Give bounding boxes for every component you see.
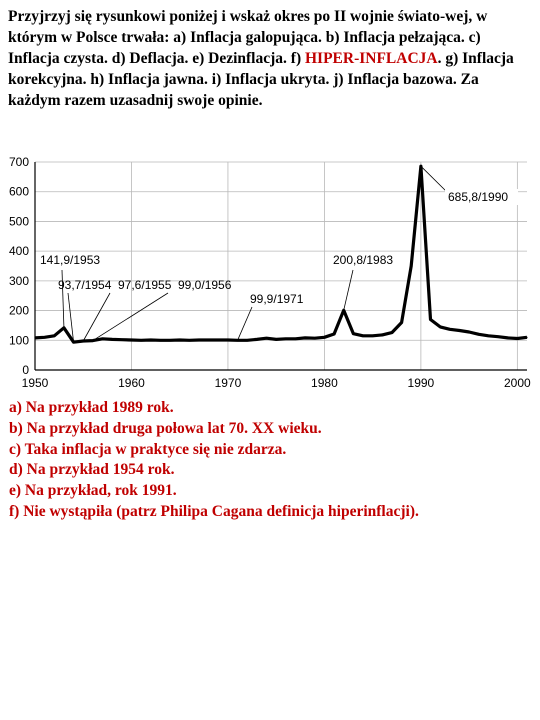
- inflation-chart: [0, 146, 540, 396]
- question-text: [8, 6, 520, 111]
- annotation-label: 141,9/1953: [40, 253, 101, 267]
- question-part1: Przyjrzyj się rysunkowi poniżej i wskaż okres po II wojnie świato-wej, w którym w Polsce trwała: a) Inflacja galopująca. b) Inflacja pełzająca. c) Inflacja czysta. d) Deflacja. e) Dezinflacja. f): [8, 8, 488, 67]
- x-tick-label: 1960: [118, 376, 145, 390]
- question-hyperinflation: HIPER-INFLACJA: [304, 50, 438, 67]
- data-point: [305, 337, 306, 338]
- data-point: [83, 340, 84, 341]
- data-point: [227, 339, 228, 340]
- data-point: [141, 340, 142, 341]
- data-point: [526, 337, 527, 338]
- x-tick-label: 1980: [311, 376, 338, 390]
- annotation-label: 99,0/1956: [178, 278, 232, 292]
- data-point: [440, 326, 441, 327]
- annotation-label: 93,7/1954: [58, 278, 112, 292]
- data-point: [160, 340, 161, 341]
- y-tick-label: 200: [8, 303, 29, 318]
- answer-e: e) Na przykład, rok 1991.: [9, 482, 177, 500]
- data-point: [333, 333, 334, 334]
- annotation-leader: [344, 270, 353, 310]
- data-point: [150, 339, 151, 340]
- data-point: [54, 335, 55, 336]
- annotation-leader: [238, 307, 252, 340]
- data-point: [372, 335, 373, 336]
- data-point: [121, 339, 122, 340]
- data-point: [411, 265, 412, 266]
- answers-list: [9, 398, 529, 523]
- annotation-label: 99,9/1971: [250, 292, 304, 306]
- data-point: [63, 327, 64, 328]
- answer-b: b) Na przykład druga połowa lat 70. XX wieku.: [9, 419, 322, 437]
- data-point: [382, 334, 383, 335]
- data-point: [92, 340, 93, 341]
- y-tick-label: 300: [8, 273, 29, 288]
- data-point: [237, 340, 238, 341]
- annotation-label: 97,6/1955: [118, 278, 172, 292]
- answer-c: c) Taka inflacja w praktyce się nie zdarza.: [9, 440, 287, 458]
- data-point: [295, 338, 296, 339]
- x-tick-label: 1970: [214, 376, 242, 390]
- data-point: [73, 342, 74, 343]
- annotation-label: 685,8/1990: [448, 190, 509, 204]
- data-point: [430, 319, 431, 320]
- data-point: [488, 335, 489, 336]
- x-tick-label: 1990: [407, 376, 435, 390]
- data-point: [449, 329, 450, 330]
- data-point: [459, 330, 460, 331]
- data-point: [469, 331, 470, 332]
- y-tick-label: 500: [8, 214, 29, 229]
- question-part2: . g) Inflacja korekcyjna. h) Inflacja jawna. i) Inflacja ukryta. j) Inflacja bazowa. Za każdym razem uzasadnij swoje opinie.: [8, 50, 514, 109]
- data-point: [507, 337, 508, 338]
- annotation-leader: [93, 293, 168, 341]
- data-point: [285, 338, 286, 339]
- data-point: [169, 340, 170, 341]
- data-point: [112, 339, 113, 340]
- y-tick-label: 700: [8, 155, 29, 169]
- data-point: [189, 340, 190, 341]
- x-tick-label: 1950: [21, 376, 49, 390]
- data-point: [401, 322, 402, 323]
- data-point: [179, 339, 180, 340]
- answer-f: f) Nie wystąpiła (patrz Philipa Cagana definicja hiperinflacji).: [9, 502, 419, 520]
- data-point: [420, 166, 421, 167]
- data-point: [247, 340, 248, 341]
- data-point: [44, 337, 45, 338]
- data-point: [517, 338, 518, 339]
- y-tick-label: 0: [22, 363, 29, 377]
- data-point: [353, 333, 354, 334]
- data-point: [343, 310, 344, 311]
- y-tick-label: 600: [8, 184, 29, 199]
- data-point: [256, 339, 257, 340]
- annotation-leader: [83, 293, 110, 341]
- data-point: [324, 337, 325, 338]
- answer-d: d) Na przykład 1954 rok.: [9, 461, 175, 479]
- x-tick-label: 2000: [504, 376, 531, 390]
- data-point: [276, 339, 277, 340]
- data-point: [362, 335, 363, 336]
- data-point: [208, 339, 209, 340]
- data-point: [314, 338, 315, 339]
- answer-a: a) Na przykład 1989 rok.: [9, 399, 174, 416]
- data-point: [478, 334, 479, 335]
- data-point: [102, 338, 103, 339]
- y-tick-label: 100: [8, 333, 29, 348]
- annotation-label: 200,8/1983: [333, 253, 394, 267]
- data-point: [198, 339, 199, 340]
- data-point: [131, 339, 132, 340]
- data-point: [391, 332, 392, 333]
- data-point: [34, 337, 35, 338]
- data-point: [266, 338, 267, 339]
- data-point: [218, 339, 219, 340]
- data-point: [497, 336, 498, 337]
- y-tick-label: 400: [8, 244, 29, 259]
